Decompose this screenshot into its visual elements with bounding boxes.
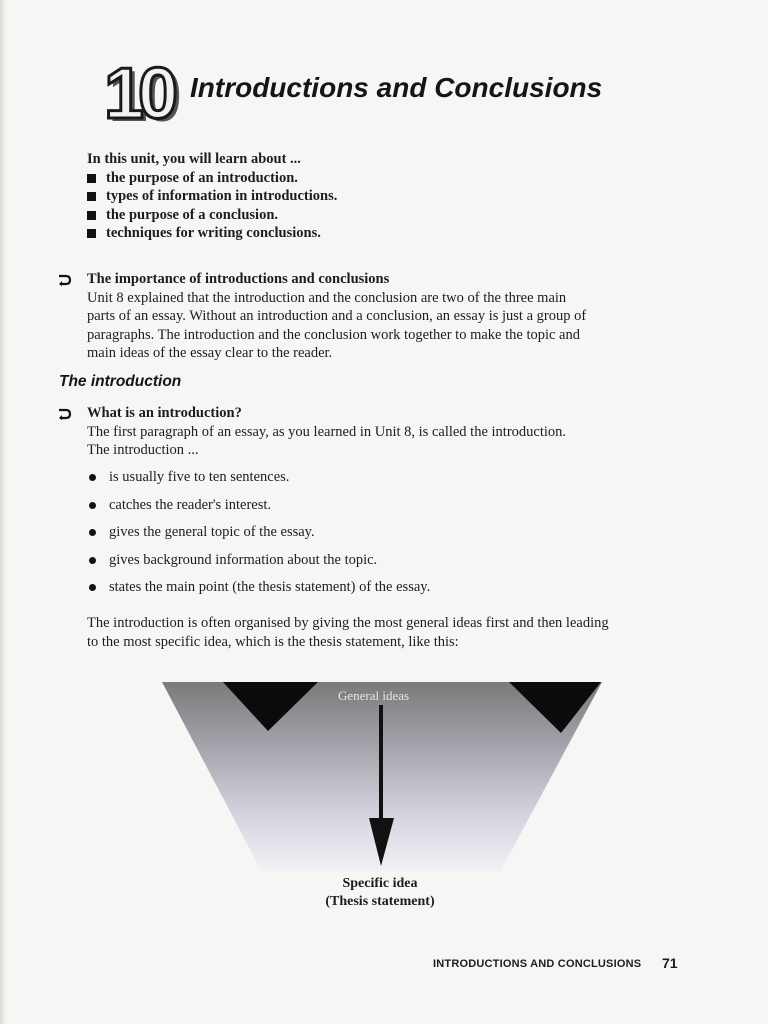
list-item-text: catches the reader's interest. — [109, 496, 272, 513]
section-title: The introduction — [59, 373, 182, 390]
objective-text: the purpose of a conclusion. — [106, 206, 279, 223]
introduction-heading: What is an introduction? — [87, 405, 242, 421]
diagram-bottom-label — [300, 875, 460, 911]
page-number: 71 — [662, 955, 678, 971]
unit-title: Introductions and Conclusions — [190, 72, 603, 103]
objective-text: the purpose of an introduction. — [106, 169, 298, 186]
running-footer-title: INTRODUCTIONS AND CONCLUSIONS — [433, 958, 642, 970]
importance-line: main ideas of the essay clear to the reader. — [87, 345, 333, 361]
diagram-top-label: General ideas — [338, 688, 410, 703]
list-item-text: states the main point (the thesis statement) of the essay. — [109, 579, 431, 595]
list-item-text: gives the general topic of the essay. — [109, 524, 315, 540]
diagram-bottom-line: Specific idea — [342, 876, 418, 891]
introduction-line: The introduction ... — [87, 442, 199, 458]
importance-line: parts of an essay. Without an introduction and a conclusion, an essay is just a group of — [87, 308, 587, 324]
list-item-text: gives background information about the topic. — [109, 551, 378, 568]
objectives-lead: In this unit, you will learn about ... — [87, 151, 301, 167]
list-item-text: is usually five to ten sentences. — [109, 469, 290, 485]
objective-text: techniques for writing conclusions. — [106, 225, 321, 241]
importance-heading: The importance of introductions and conclusions — [87, 271, 390, 287]
diagram-bottom-line: (Thesis statement) — [325, 894, 435, 909]
importance-line: Unit 8 explained that the introduction and the conclusion are two of the three main — [87, 289, 567, 306]
paragraph-line: The introduction is often organised by giving the most general ideas first and then leading — [87, 615, 609, 631]
introduction-line: The first paragraph of an essay, as you learned in Unit 8, is called the introduction. — [87, 423, 567, 440]
unit-number: 10 — [104, 54, 173, 134]
paragraph-line: to the most specific idea, which is the thesis statement, like this: — [87, 634, 459, 650]
importance-line: paragraphs. The introduction and the conclusion work together to make the topic and — [87, 326, 580, 343]
objective-text: types of information in introductions. — [106, 188, 338, 204]
